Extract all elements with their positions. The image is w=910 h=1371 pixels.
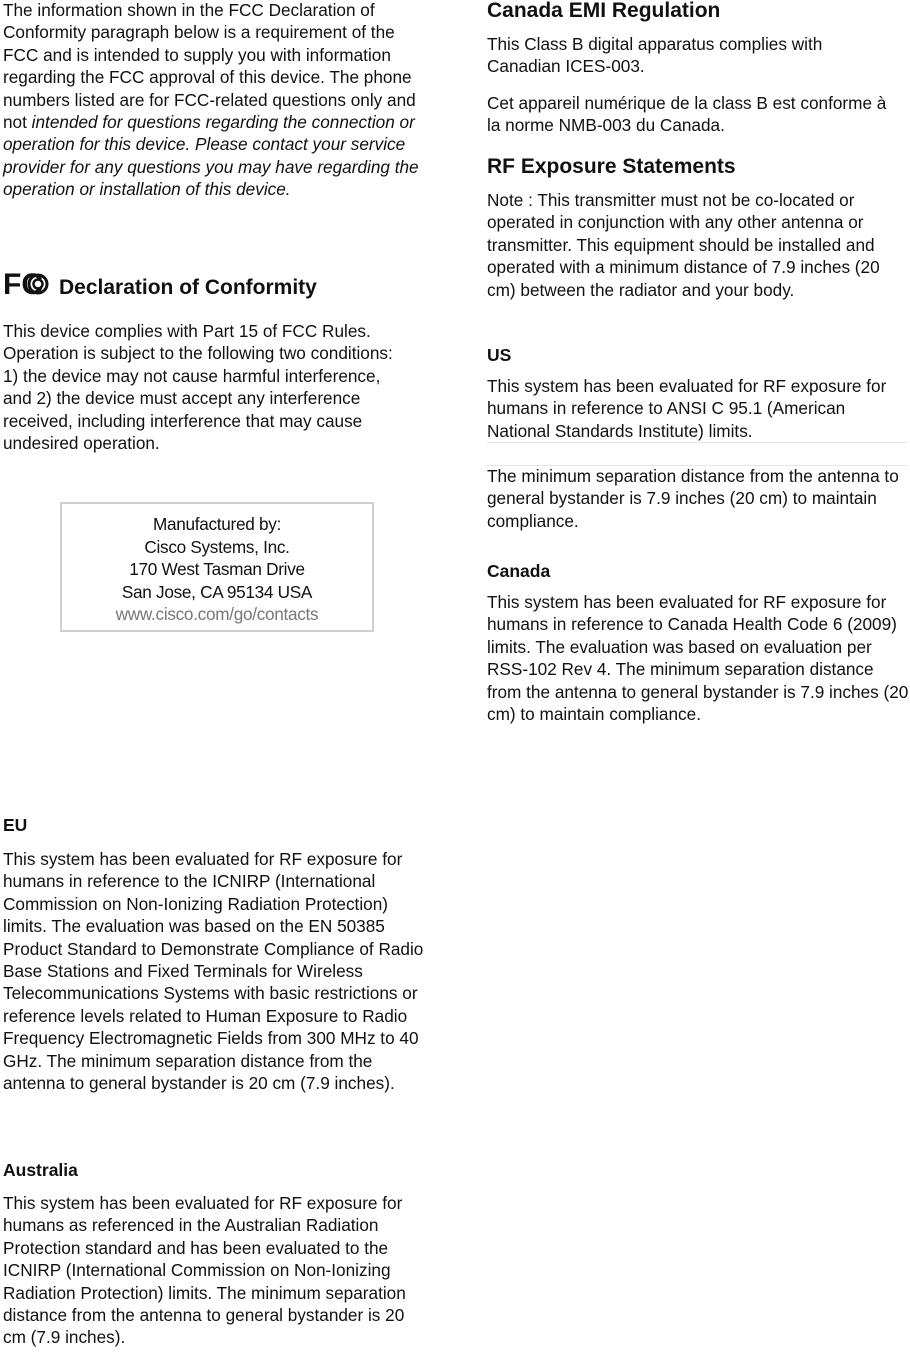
australia-heading: Australia [3, 1160, 78, 1180]
canada-heading: Canada [487, 561, 551, 581]
manufacturer-company: Cisco Systems, Inc. [144, 536, 290, 557]
eu-heading: EU [3, 815, 28, 835]
scan-line [487, 442, 907, 443]
canada-emi-english: This Class B digital apparatus complies with Canadian ICES-003. [487, 34, 823, 77]
canada-emi-french: Cet appareil numérique de la class B est conforme à la norme NMB-003 du Canada. [487, 93, 887, 136]
manufacturer-street: 170 West Tasman Drive [129, 559, 305, 579]
rf-exposure-note: Note : This transmitter must not be co-located or operated in conjunction with any other antenna or transmitter. This equipment should be installed and operated with a minimum distance of 7.9 inches (20 cm) between the radiator and your body. [487, 190, 880, 300]
canada-emi-heading: Canada EMI Regulation [487, 0, 721, 22]
fcc-intro-text: The information shown in the FCC Declaration of Conformity paragraph below is a requirement of the FCC and is intended to supply you with information regarding the FCC approval of this device. The phone numbers listed are for FCC-related questions only and not [3, 0, 416, 133]
fcc-intro-paragraph [3, 0, 425, 201]
rf-exposure-heading: RF Exposure Statements [487, 155, 736, 178]
declaration-heading-row [3, 267, 317, 301]
manufacturer-label: Manufactured by: [152, 514, 281, 534]
fcc-intro-italic-text: intended for questions regarding the connection or operation for this device. Please contact your service provider for any questions you may have regarding the operation or installation of this device. [3, 112, 419, 200]
fcc-logo-text: FC [3, 268, 43, 300]
declaration-heading: Declaration of Conformity [59, 276, 317, 299]
manufacturer-city: San Jose, CA 95134 USA [121, 581, 313, 602]
fcc-logo-icon [3, 268, 49, 300]
manufacturer-url: www.cisco.com/go/contacts [115, 604, 319, 624]
declaration-body: This device complies with Part 15 of FCC Rules. Operation is subject to the following two conditions: 1) the device may not cause harmful interference, and 2) the device must accept any interference received, including interference that may cause undesired operation. [3, 321, 393, 454]
us-body-2: The minimum separation distance from the antenna to general bystander is 7.9 inches (20 cm) to maintain compliance. [487, 466, 899, 531]
us-body-1: This system has been evaluated for RF exposure for humans in reference to ANSI C 95.1 (American National Standards Institute) limits. [487, 376, 887, 441]
australia-body: This system has been evaluated for RF exposure for humans as referenced in the Australian Radiation Protection standard and has been evaluated to the ICNIRP (International Commission on Non-Ionizing Radiation Protection) limits. The minimum separation distance from the antenna to general bystander is 20 cm (7.9 inches). [3, 1193, 406, 1348]
scan-line [487, 465, 907, 466]
eu-body: This system has been evaluated for RF exposure for humans in reference to the ICNIRP (International Commission on Non-Ionizing Radiation Protection) limits. The evaluation was based on the EN 50385 Product Standard to Demonstrate Compliance of Radio Base Stations and Fixed Terminals for Wireless Telecommunications Systems with basic restrictions or reference levels related to Human Exposure to Radio Frequency Electromagnetic Fields from 300 MHz to 40 GHz. The minimum separation distance from the antenna to general bystander is 20 cm (7.9 inches). [3, 849, 424, 1094]
us-heading: US [487, 345, 512, 365]
manufacturer-box [60, 502, 374, 632]
canada-body: This system has been evaluated for RF exposure for humans in reference to Canada Health Code 6 (2009) limits. The evaluation was based on evaluation per RSS-102 Rev 4. The minimum separation distance from the antenna to general bystander is 7.9 inches (20 cm) to maintain compliance. [487, 592, 909, 725]
